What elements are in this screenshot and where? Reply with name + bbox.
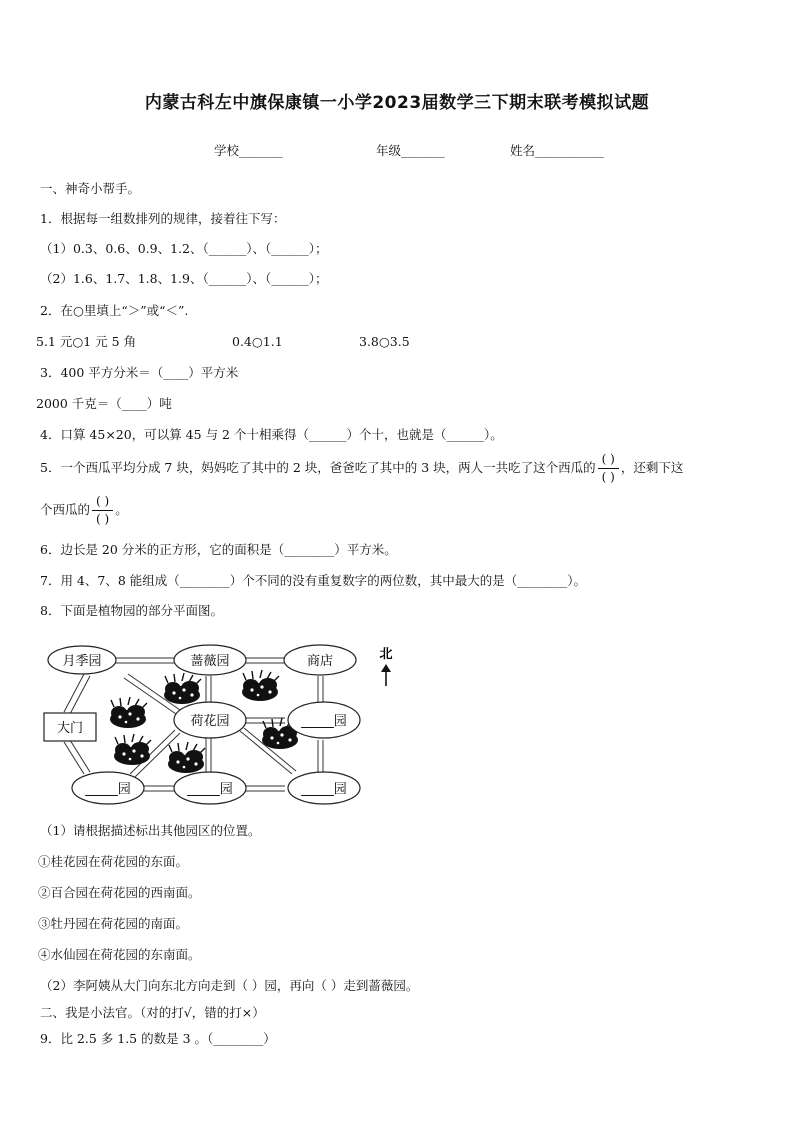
north-label: 北 — [379, 647, 393, 662]
label-se-blank: _____园 — [301, 782, 347, 797]
section-2-heading: 二、我是小法官。（对的打√，错的打×） — [40, 1005, 265, 1020]
label-qiangwei: 蔷薇园 — [190, 654, 230, 669]
label-hehua: 荷花园 — [190, 714, 230, 729]
q5-line-1 — [40, 452, 683, 485]
label-s-blank: _____园 — [187, 782, 233, 797]
section-1-heading: 一、神奇小帮手。 — [40, 181, 141, 196]
q5-fraction-1-denominator: ( ) — [601, 470, 615, 484]
label-sw-blank: _____园 — [85, 782, 131, 797]
q2-compare-3: 3.8○3.5 — [359, 334, 410, 349]
q8-clue-2: ②百合园在荷花园的西南面。 — [38, 885, 201, 900]
label-east-blank: _____园 — [301, 714, 347, 729]
q5-fraction-2-numerator: ( ) — [96, 494, 110, 508]
q8-sub1: （1）请根据描述标出其他园区的位置。 — [40, 823, 261, 838]
q9-text: 9．比 2.5 多 1.5 的数是 3 。（________） — [40, 1031, 276, 1046]
grade-field: 年级_______ — [376, 143, 445, 158]
botanical-garden-map — [40, 636, 410, 812]
q1-part-b: （2）1.6、1.7、1.8、1.9、（______）、（______）； — [40, 271, 328, 286]
q4-text: 4．口算 45×20，可以算 45 与 2 个十相乘得（______）个十，也就是（______）。 — [40, 427, 503, 442]
q5-text-part1: 5．一个西瓜平均分成 7 块，妈妈吃了其中的 2 块，爸爸吃了其中的 3 块，两人一共吃了这个西瓜的 — [40, 460, 596, 475]
q8-clue-4: ④水仙园在荷花园的东南面。 — [38, 947, 201, 962]
label-yueji: 月季园 — [62, 654, 102, 669]
q7-text: 7．用 4、7、8 能组成（________）个不同的没有重复数字的两位数，其中最大的是（________）。 — [40, 573, 587, 588]
q3-part-a: 3．400 平方分米＝（____）平方米 — [40, 365, 239, 380]
q6-text: 6．边长是 20 分米的正方形，它的面积是（________）平方米。 — [40, 542, 397, 557]
label-shangdian: 商店 — [306, 654, 334, 669]
q8-stem: 8．下面是植物园的部分平面图。 — [40, 603, 223, 618]
q3-part-b: 2000 千克＝（____）吨 — [36, 396, 172, 411]
north-arrow-icon — [381, 664, 391, 686]
q5-fraction-1 — [598, 452, 619, 485]
q5-text-part4: 。 — [115, 502, 128, 517]
page-title: 内蒙古科左中旗保康镇一小学2023届数学三下期末联考模拟试题 — [144, 93, 650, 113]
q1-part-a: （1）0.3、0.6、0.9、1.2、（______）、（______）； — [40, 241, 328, 256]
q1-stem: 1．根据每一组数排列的规律，接着往下写： — [40, 211, 286, 226]
q5-fraction-2 — [92, 494, 113, 527]
q8-clue-3: ③牡丹园在荷花园的南面。 — [38, 916, 189, 931]
q5-line-2 — [40, 494, 128, 527]
q8-clue-1: ①桂花园在荷花园的东面。 — [38, 854, 189, 869]
q8-sub2: （2）李阿姨从大门向东北方向走到（ ）园，再向（ ）走到蔷薇园。 — [40, 978, 419, 993]
q5-text-part3: 个西瓜的 — [40, 502, 91, 517]
q5-fraction-1-numerator: ( ) — [601, 452, 615, 466]
q2-compare-1: 5.1 元○1 元 5 角 — [36, 334, 137, 349]
q2-stem: 2．在○里填上“＞”或“＜”. — [40, 303, 189, 318]
q5-fraction-2-denominator: ( ) — [96, 512, 110, 526]
school-field: 学校_______ — [214, 143, 283, 158]
label-damen: 大门 — [56, 721, 84, 736]
q5-text-part2: ，还剩下这 — [620, 460, 684, 475]
q2-compare-2: 0.4○1.1 — [232, 334, 283, 349]
name-field: 姓名___________ — [510, 143, 604, 158]
